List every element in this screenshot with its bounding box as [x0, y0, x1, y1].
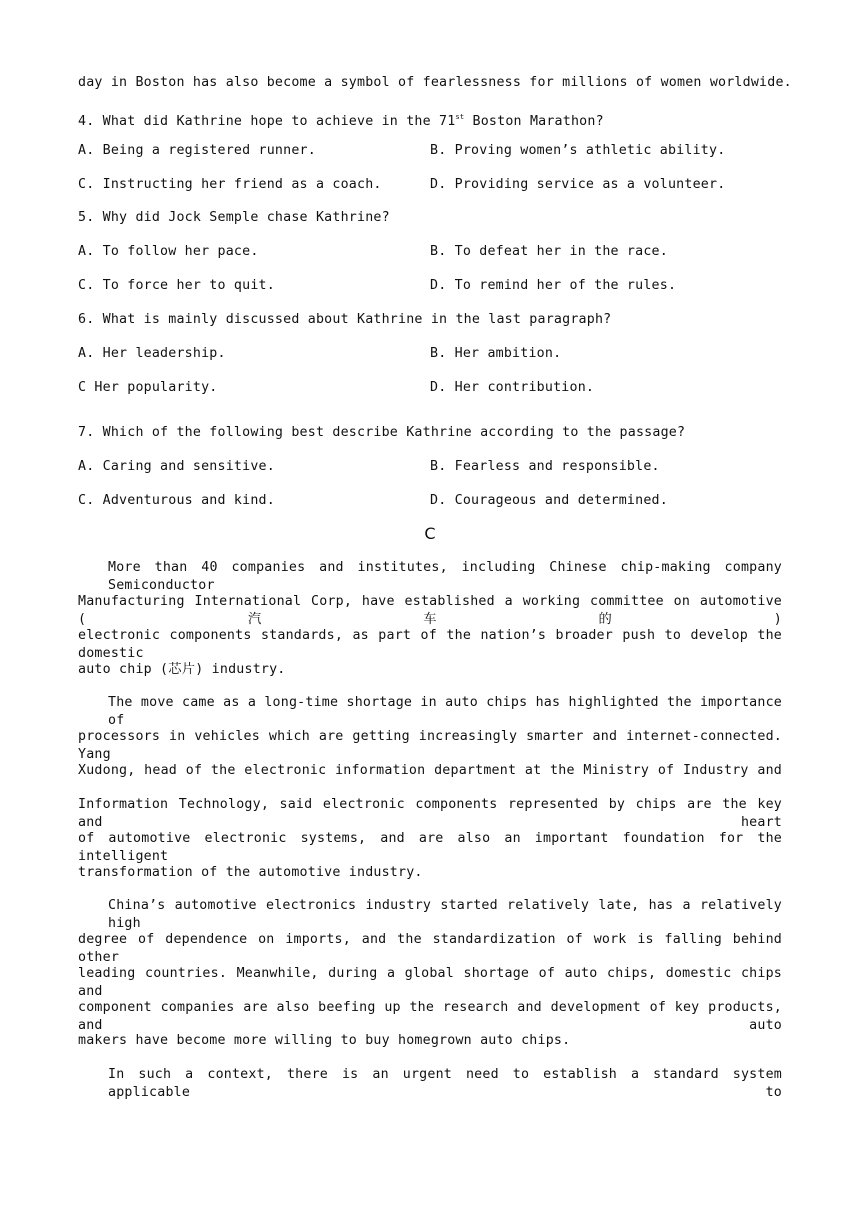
question-6-option-a: A. Her leadership.	[78, 346, 226, 361]
question-5-option-c: C. To force her to quit.	[78, 278, 275, 293]
passage-p2-line-5: of automotive electronic systems, and are also an important foundation for the intelligent	[78, 831, 782, 864]
section-heading: C	[424, 524, 436, 543]
question-4-option-d: D. Providing service as a volunteer.	[430, 177, 726, 192]
question-5-option-d: D. To remind her of the rules.	[430, 278, 677, 293]
question-4-option-c: C. Instructing her friend as a coach.	[78, 177, 382, 192]
passage-p3-line-5: makers have become more willing to buy homegrown auto chips.	[78, 1033, 571, 1048]
passage-p4-line-1: In such a context, there is an urgent need to establish a standard system applicable to	[108, 1067, 782, 1100]
question-4-stem	[78, 108, 604, 131]
passage-p3-line-2: degree of dependence on imports, and the standardization of work is falling behind other	[78, 932, 782, 965]
question-4-option-b: B. Proving women’s athletic ability.	[430, 143, 726, 158]
question-6-stem: 6. What is mainly discussed about Kathrine in the last paragraph?	[78, 312, 612, 327]
passage-p2-line-4: Information Technology, said electronic components represented by chips are the key and heart	[78, 797, 782, 830]
question-7-option-b: B. Fearless and responsible.	[430, 459, 660, 474]
passage-p3-line-3: leading countries. Meanwhile, during a global shortage of auto chips, domestic chips and	[78, 966, 782, 999]
intro-tail-line: day in Boston has also become a symbol of fearlessness for millions of women worldwide.	[78, 75, 792, 90]
question-7-option-c: C. Adventurous and kind.	[78, 493, 275, 508]
passage-p1-line-3: electronic components standards, as part of the nation’s broader push to develop the domestic	[78, 628, 782, 661]
passage-p1-line-4: auto chip (芯片) industry.	[78, 662, 286, 677]
question-7-option-d: D. Courageous and determined.	[430, 493, 668, 508]
question-4-stem-post: Boston Marathon?	[464, 114, 604, 129]
passage-p2-line-6: transformation of the automotive industry.	[78, 865, 423, 880]
question-6-option-d: D. Her contribution.	[430, 380, 595, 395]
question-4-option-a: A. Being a registered runner.	[78, 143, 316, 158]
question-5-stem: 5. Why did Jock Semple chase Kathrine?	[78, 210, 390, 225]
question-5-option-a: A. To follow her pace.	[78, 244, 259, 259]
question-4-stem-sup: st	[455, 113, 465, 121]
question-5-option-b: B. To defeat her in the race.	[430, 244, 668, 259]
passage-p2-line-3: Xudong, head of the electronic information department at the Ministry of Industry and	[78, 763, 782, 778]
passage-p1-line-2: Manufacturing International Corp, have established a working committee on automotive (汽车的)	[78, 594, 782, 627]
question-6-option-c: C Her popularity.	[78, 380, 218, 395]
passage-p1-line-1: More than 40 companies and institutes, including Chinese chip-making company Semiconductor	[108, 560, 782, 593]
passage-p2-line-1: The move came as a long-time shortage in auto chips has highlighted the importance of	[108, 695, 782, 728]
passage-p3-line-4: component companies are also beefing up the research and development of key products, and auto	[78, 1000, 782, 1033]
question-7-stem: 7. Which of the following best describe Kathrine according to the passage?	[78, 425, 686, 440]
question-7-option-a: A. Caring and sensitive.	[78, 459, 275, 474]
question-4-stem-pre: 4. What did Kathrine hope to achieve in the 71	[78, 114, 456, 129]
passage-p3-line-1: China’s automotive electronics industry started relatively late, has a relatively high	[108, 898, 782, 931]
question-6-option-b: B. Her ambition.	[430, 346, 562, 361]
passage-p2-line-2: processors in vehicles which are getting increasingly smarter and internet-connected. Yang	[78, 729, 782, 762]
